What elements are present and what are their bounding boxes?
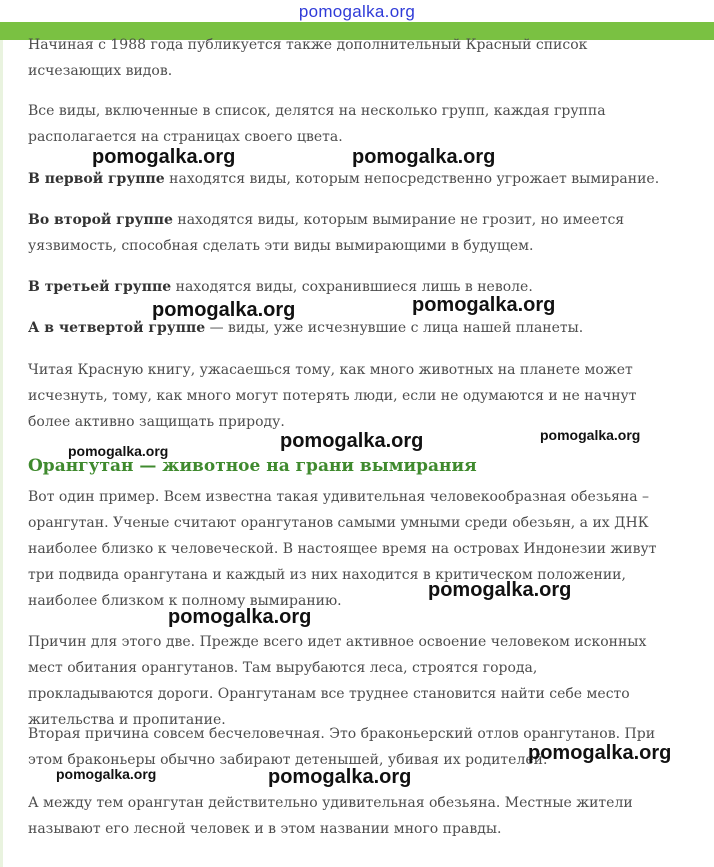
paragraph-red-list: Начиная с 1988 года публикуется также дополнительный Красный список исчезающих видов. bbox=[28, 37, 588, 79]
paragraph-red-book: Читая Красную книгу, ужасаешься тому, как много животных на планете может исчезнуть, тому, как много могут потерять люди, если не одумаются и не начнут более активно защищать природу. bbox=[28, 362, 637, 430]
watermark: pomogalka.org bbox=[68, 443, 169, 459]
group-2-label: Во второй группе bbox=[28, 212, 173, 228]
paragraph-forest-man: А между тем орангутан действительно удивительная обезьяна. Местные жители называют его лесной человек и в этом названии много правды. bbox=[28, 795, 633, 837]
paragraph-group-1 bbox=[28, 166, 664, 192]
group-4-text: — виды, уже исчезнувшие с лица нашей планеты. bbox=[205, 320, 584, 336]
paragraph-group-4 bbox=[28, 315, 664, 341]
watermark: pomogalka.org bbox=[168, 606, 312, 628]
paragraph-reasons: Причин для этого две. Прежде всего идет активное освоение человеком исконных мест обитания орангутанов. Там вырубаются леса, строятся города, прокладываются дороги. Орангутанам все труднее становится найти себе место жительства и пропитание. bbox=[28, 634, 647, 728]
group-3-text: находятся виды, сохранившиеся лишь в неволе. bbox=[171, 279, 533, 295]
paragraph-group-2 bbox=[28, 207, 664, 259]
group-2-text: находятся виды, которым вымирание не грозит, но имеется уязвимость, способная сделать эти виды вымирающими в будущем. bbox=[28, 212, 625, 254]
watermark: pomogalka.org bbox=[412, 294, 556, 316]
watermark: pomogalka.org bbox=[352, 146, 496, 168]
watermark: pomogalka.org bbox=[540, 427, 641, 443]
watermark: pomogalka.org bbox=[268, 766, 412, 788]
group-4-label: А в четвертой группе bbox=[28, 320, 206, 336]
group-1-text: находятся виды, которым непосредственно угрожает вымирание. bbox=[164, 171, 660, 187]
paragraph-poaching: Вторая причина совсем бесчеловечная. Это браконьерский отлов орангутанов. При этом браконьеры обычно забирают детенышей, убивая их родителей. bbox=[28, 726, 656, 768]
paragraph-groups: Все виды, включенные в список, делятся на несколько групп, каждая группа располагается на страницах своего цвета. bbox=[28, 103, 606, 145]
watermark: pomogalka.org bbox=[56, 766, 157, 782]
watermark: pomogalka.org bbox=[280, 430, 424, 452]
watermark: pomogalka.org bbox=[528, 742, 672, 764]
site-logo[interactable]: pomogalka.org bbox=[298, 2, 416, 21]
left-border bbox=[0, 40, 3, 867]
watermark: pomogalka.org bbox=[92, 146, 236, 168]
group-1-label: В первой группе bbox=[28, 171, 165, 187]
section-heading-orangutan: Орангутан — животное на грани вымирания bbox=[28, 456, 477, 476]
paragraph-group-3 bbox=[28, 274, 664, 300]
group-3-label: В третьей группе bbox=[28, 279, 172, 295]
watermark: pomogalka.org bbox=[428, 579, 572, 601]
watermark: pomogalka.org bbox=[152, 299, 296, 321]
paragraph-orangutan-example: Вот один пример. Всем известна такая удивительная человекообразная обезьяна – орангутан. Ученые считают орангутанов самыми умными среди обезьян, а их ДНК наиболее близко к человеческой. В настоящее время на островах Индонезии живут три подвида орангутана и каждый из них находится в критическом положении, наиболее близком к полному вымиранию. bbox=[28, 489, 657, 609]
